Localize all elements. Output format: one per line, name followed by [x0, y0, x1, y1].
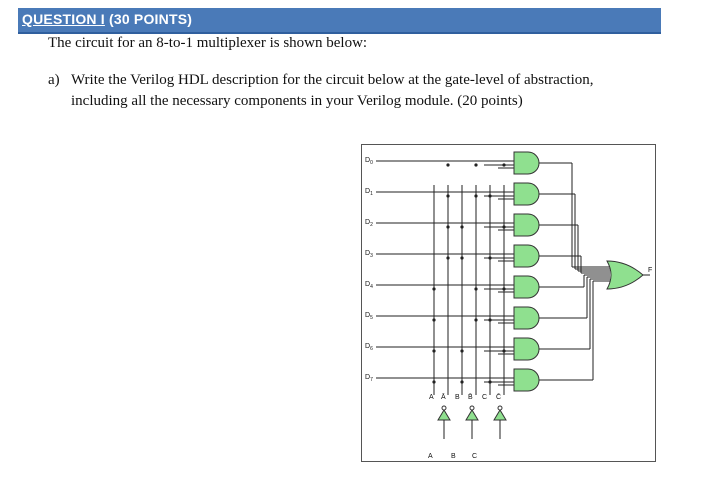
and-gate: [514, 307, 539, 329]
data-input-label: $D_5$: [365, 312, 373, 321]
and-gate: [514, 338, 539, 360]
select-bus-label: C: [482, 394, 488, 401]
select-input-label: B: [451, 453, 456, 460]
select-bus-label: A: [429, 394, 434, 401]
wire-junction: [460, 256, 463, 259]
select-bus-label: Ā: [441, 394, 446, 401]
select-input-label: A: [428, 453, 433, 460]
inverter-bubble: [470, 406, 474, 410]
and-gate: [514, 369, 539, 391]
output-label: F: [648, 267, 653, 274]
wire-junction: [502, 225, 505, 228]
and-gate: [514, 245, 539, 267]
inverter-gate: [438, 410, 450, 420]
or-gate: [607, 261, 643, 289]
wire-junction: [474, 287, 477, 290]
wire-junction: [474, 318, 477, 321]
select-input-label: C: [472, 453, 478, 460]
wire-junction: [502, 287, 505, 290]
inverter-bubble: [498, 406, 502, 410]
select-bus-label: B: [455, 394, 460, 401]
wire-junction: [488, 318, 491, 321]
wire-junction: [460, 349, 463, 352]
data-input-label: $D_3$: [365, 250, 373, 259]
wire-junction: [460, 380, 463, 383]
data-input-label: $D_2$: [365, 219, 373, 228]
inverter-gate: [466, 410, 478, 420]
wire-junction: [474, 194, 477, 197]
wire-junction: [502, 163, 505, 166]
part-a-line1: Write the Verilog HDL description for the circuit below at the gate-level of abstraction,: [71, 72, 594, 88]
wire-junction: [446, 225, 449, 228]
wire-junction: [446, 163, 449, 166]
wire-junction: [446, 256, 449, 259]
question-points: (30 POINTS): [109, 11, 193, 27]
part-a-line2: including all the necessary components in your Verilog module. (20 points): [71, 93, 523, 109]
wire-junction: [432, 380, 435, 383]
and-gate: [514, 152, 539, 174]
data-input-label: $D_4$: [365, 281, 373, 290]
question-header: [18, 8, 661, 34]
wire-junction: [432, 349, 435, 352]
intro-text: The circuit for an 8-to-1 multiplexer is shown below:: [48, 35, 368, 51]
wire-junction: [488, 256, 491, 259]
wire-junction: [432, 318, 435, 321]
wire-junction: [488, 380, 491, 383]
wire-junction: [502, 349, 505, 352]
select-bus-label: B̄: [468, 394, 473, 401]
wire-junction: [488, 194, 491, 197]
inverter-gate: [494, 410, 506, 420]
wire-junction: [460, 225, 463, 228]
and-gate: [514, 276, 539, 298]
wire-junction: [446, 194, 449, 197]
mux-schematic: [362, 145, 655, 461]
data-input-label: $D_6$: [365, 343, 373, 352]
question-title: [22, 11, 192, 27]
mux-circuit-diagram: [361, 144, 656, 462]
and-gate: [514, 214, 539, 236]
select-bus-label: C̄: [496, 394, 502, 401]
question-number: QUESTION I: [22, 11, 105, 27]
part-a-label: a): [48, 72, 60, 88]
data-input-label: $D_1$: [365, 188, 373, 197]
inverter-bubble: [442, 406, 446, 410]
data-input-label: $D_0$: [365, 157, 373, 166]
wire-junction: [432, 287, 435, 290]
wire-junction: [474, 163, 477, 166]
and-gate: [514, 183, 539, 205]
data-input-label: $D_7$: [365, 374, 373, 383]
